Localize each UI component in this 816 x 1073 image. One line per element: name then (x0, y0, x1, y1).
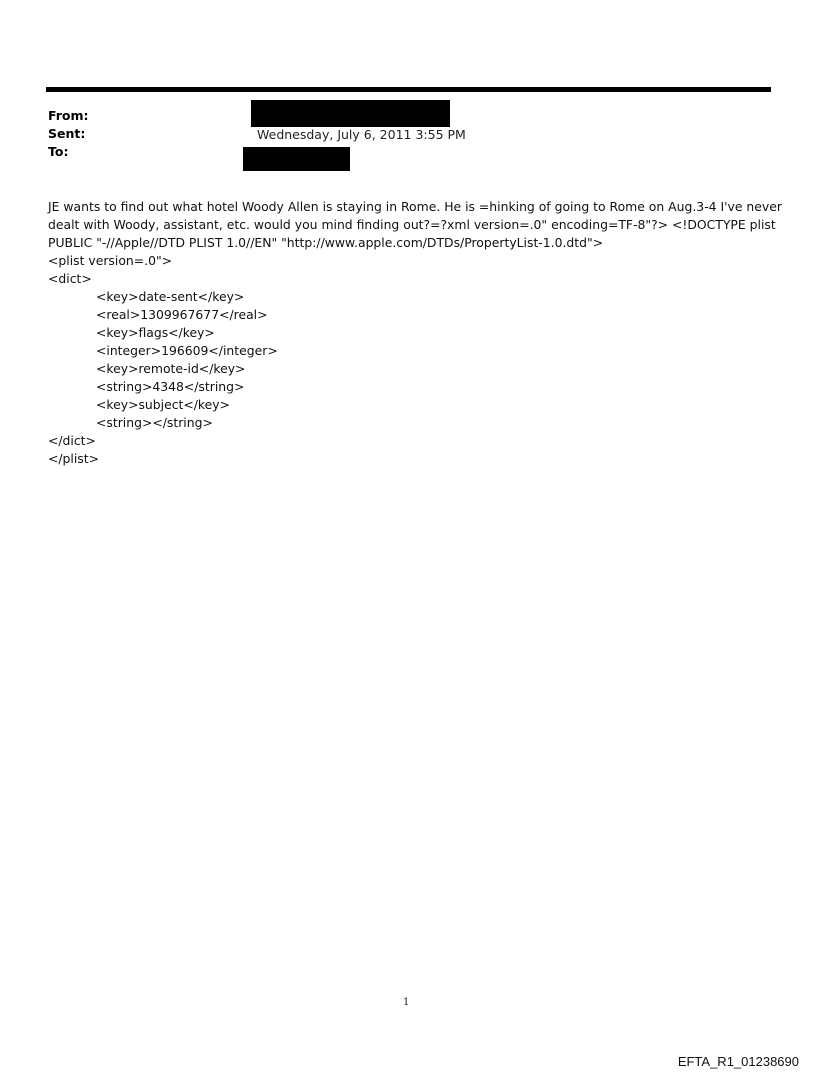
body-line: <key>subject</key> (96, 397, 230, 412)
body-line: </dict> (48, 433, 96, 448)
header-rule (46, 87, 771, 92)
body-line: <integer>196609</integer> (96, 343, 278, 358)
body-line: JE wants to find out what hotel Woody Allen is staying in Rome. He is =hinking of going to Rome on Aug.3-4 I've never (48, 199, 782, 214)
body-line: <plist version=.0"> (48, 253, 173, 268)
to-label: To: (48, 144, 69, 159)
body-line: </plist> (48, 451, 100, 466)
sent-label: Sent: (48, 126, 86, 141)
body-line: <key>date-sent</key> (96, 289, 245, 304)
body-line: <key>flags</key> (96, 325, 215, 340)
sent-value: Wednesday, July 6, 2011 3:55 PM (257, 127, 466, 142)
body-line: <real>1309967677</real> (96, 307, 268, 322)
body-line: <key>remote-id</key> (96, 361, 246, 376)
body-line: dealt with Woody, assistant, etc. would you mind finding out?=?xml version=.0" encoding=TF-8"?> <!DOCTYPE plist (48, 217, 776, 232)
email-body (48, 198, 782, 468)
from-redaction (251, 100, 450, 127)
to-redaction (243, 147, 350, 171)
document-id: EFTA_R1_01238690 (677, 1054, 799, 1069)
body-line: <dict> (48, 271, 92, 286)
body-line: PUBLIC "-//Apple//DTD PLIST 1.0//EN" "http://www.apple.com/DTDs/PropertyList-1.0.dtd"> (48, 235, 604, 250)
body-line: <string>4348</string> (96, 379, 245, 394)
from-label: From: (48, 108, 89, 123)
body-line: <string></string> (96, 415, 213, 430)
page-number: 1 (403, 997, 410, 1008)
